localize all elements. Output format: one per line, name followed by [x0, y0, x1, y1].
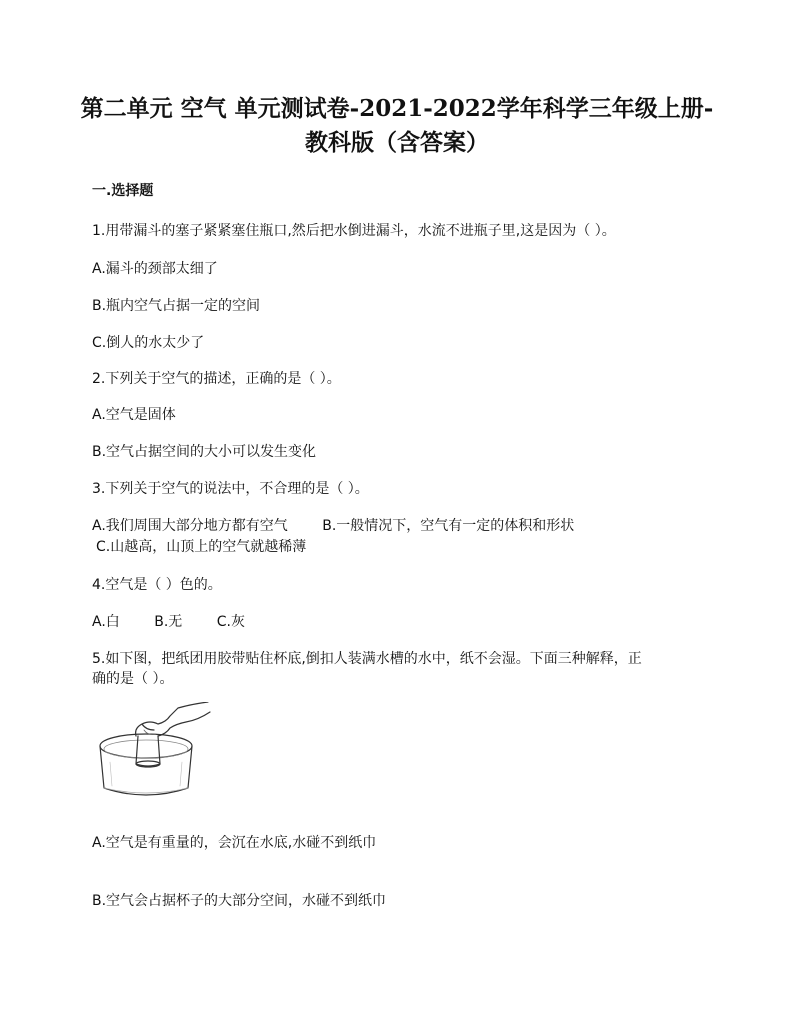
question-5-option-a: A.空气是有重量的，会沉在水底,水碰不到纸巾	[92, 835, 377, 851]
question-4-option-a: A.白	[92, 614, 120, 630]
question-1-option-b: B.瓶内空气占据一定的空间	[92, 298, 261, 314]
question-4-option-c: C.灰	[216, 614, 245, 630]
question-1-option-a: A.漏斗的颈部太细了	[92, 261, 218, 277]
question-3-options-row	[92, 517, 574, 535]
section-heading: 一.选择题	[92, 183, 154, 199]
question-2-option-a: A.空气是固体	[92, 407, 176, 423]
question-4-option-b: B.无	[154, 614, 183, 630]
question-5-option-b: B.空气会占据杯子的大部分空间，水碰不到纸巾	[92, 893, 387, 909]
question-5-stem-line-1: 5.如下图，把纸团用胶带贴住杯底,倒扣人装满水槽的水中，纸不会湿。下面三种解释，正	[92, 651, 642, 667]
question-3-option-a: A.我们周围大部分地方都有空气	[92, 518, 288, 534]
question-4-stem: 4.空气是（ ）色的。	[92, 577, 222, 593]
question-1-option-c: C.倒人的水太少了	[92, 335, 205, 351]
question-2-option-b: B.空气占据空间的大小可以发生变化	[92, 444, 317, 460]
page-title-line-2: 教科版（含答案）	[305, 129, 489, 156]
page-title-line-1: 第二单元 空气 单元测试卷-2021-2022学年科学三年级上册-	[80, 95, 714, 122]
question-5-stem-line-2: 确的是（ ）。	[92, 671, 174, 687]
question-3-stem: 3.下列关于空气的说法中，不合理的是（ ）。	[92, 481, 369, 497]
hand-cup-water-tank-illustration-icon	[96, 702, 216, 802]
question-4-options-row	[92, 613, 245, 631]
question-3-option-b: B.一般情况下，空气有一定的体积和形状	[322, 518, 575, 534]
question-3-option-c: C.山越高，山顶上的空气就越稀薄	[96, 539, 307, 555]
question-1-stem: 1.用带漏斗的塞子紧紧塞住瓶口,然后把水倒进漏斗，水流不进瓶子里,这是因为（ ）。	[92, 223, 616, 239]
question-2-stem: 2.下列关于空气的描述，正确的是（ ）。	[92, 371, 341, 387]
